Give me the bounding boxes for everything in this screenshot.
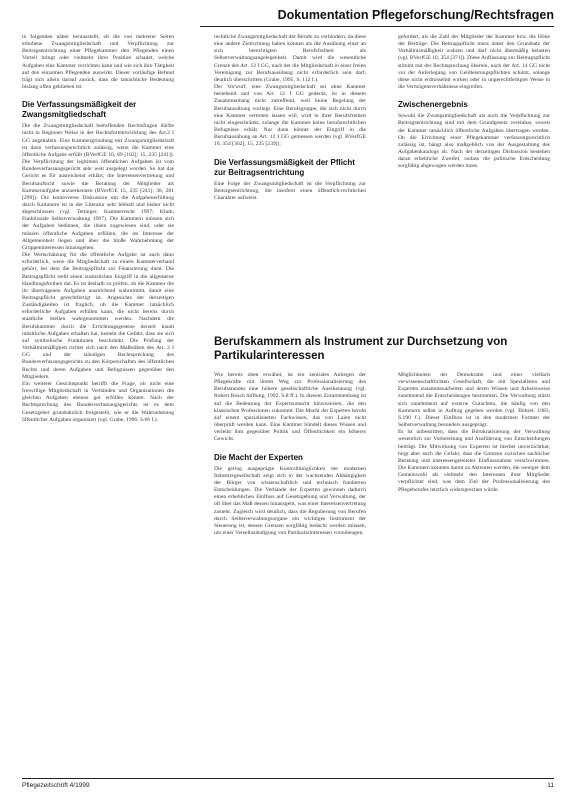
column-2-upper xyxy=(214,34,366,324)
paragraph: Ein weiterer Gesichtspunkt betrifft die Frage, ob nicht eine freiwillige Mitgliedschaft in Verbänden und Organisationen die gleichen Aufgaben ebenso gut erfüllen könnte. Nach der Rechtsprechung des Bundesverfassungsgerichts ist es dem Gesetzgeber grundsätzlich freigestellt, wie er die Wahrnehmung öffentlicher Aufgaben organisiert (vgl. Grabe, 1996, S.66 f.). xyxy=(22,380,174,423)
paragraph: gefordert, als die Zahl der Mitglieder der Kammer bzw. die Höhe der Beiträge. Die Beitragspflicht muss daher den Grundsatz der Verhältnismäßigkeit wahren und darf nicht übermäßig belasten (vgl. BVerfGE 10, 354 [371]). Diese Auffassung zur Beitragspflicht stimmt mit der Rechtsprechung überein, nach der Art. 14 GG nicht vor der Auferlegung von Geldleistungspflichten schützt, solange diese nicht erdrosselnd wirken oder in ungerechtfertigter Weise in die Vermögensverhältnisse eingreifen. xyxy=(398,34,550,91)
column-1 xyxy=(22,34,174,772)
paragraph: in folgenden näher herausstellt, ob die von mehrerer Seiten erhobene Zwangsmitgliedschaft und Verpflichtung zur Beitragsentrichtung einer Pflegekammer den Pflegenden einen Vorteil bringt oder vielmehr ihrer Position schadet, welche Aufgaben eine Kammer verrichten kann und wie sich ihre Tätigkeit auf den einzelnen Pflegenden auswirkt. Dieser vorläufige Befund trägt sich allein darauf zurück, dass die tatsächliche Bedeutung bislang offen geblieben ist. xyxy=(22,34,174,91)
page-number: 11 xyxy=(547,782,554,789)
paragraph: Eine Folge der Zwangsmitgliedschaft ist die Verpflichtung zur Beitragsentrichtung, die insofern einen öffentlich-rechtlichen Charakter aufweist. xyxy=(214,180,366,201)
running-title: Dokumentation Pflegeforschung/Rechtsfragen xyxy=(277,8,554,22)
paragraph: Sowohl die Zwangsmitgliedschaft als auch die Verpflichtung zur Beitragsentrichtung sind mit dem Grundgesetz vereinbar, soweit der Kammer tatsächlich öffentliche Aufgaben übertragen werden. Ob die Errichtung einer Pflegekammer verfassungsrechtlich zulässig ist, hängt also maßgeblich von der Ausgestaltung des Aufgabenkatalogs ab. Nach der derzeitigen Diskussion bestehen daran erhebliche Zweifel, sodass die politische Entscheidung sorgfältig abgewogen werden muss. xyxy=(398,113,550,170)
main-section-heading: Berufskammern als Instrument zur Durchsetzung von Partikularinteressen xyxy=(214,336,508,362)
header-rule xyxy=(200,26,554,27)
paragraph: rechtliche Zwangsmitgliedschaft der Berufe zu verhindern, da diese eine andere Zielrichtung haben können als die Ausübung einer an sich berechtigten Berufsfreiheit als Selbstverwaltungsangelegenheit. Damit wird die wesentliche Grenze des Art. 12 I GG, nach der die Mitgliedschaft in einer freien Vereinigung zur Berufsausübung nicht erforderlich sein darf, deutlich überschritten (Grabe, 1995, S. 112 f.). xyxy=(214,34,366,83)
section-heading: Die Verfassungsmäßigkeit der Pflicht zur Beitragsentrichtung xyxy=(214,157,355,177)
column-3-lower xyxy=(398,372,550,772)
column-2-lower xyxy=(214,372,366,772)
paragraph: Der Vorwurf, eine Zwangsmitgliedschaft sei ohne Kammer bestehend und von Art. 12 I GG gedeckt, ist in diesem Zusammenhang nicht zutreffend, weil keine Regelung der Berufsausübung vorliegt. Eine Berufsgruppe, die sich nicht durch eine Kammer vertreten lassen will, wird in ihrer Berufsfreiheit nicht eingeschränkt, solange die Kammer keine berufsrechtlichen Befugnisse erhält. Nur dann könnte der Eingriff in die Berufsausübung an Art. 12 I GG gemessen werden (vgl. BVerfGE 10, 354 [362]; 15, 235 [239]). xyxy=(214,84,366,148)
paragraph: Möglichkeiten der Demokratie und einer vielfach verwissenschaftlichten Gesellschaft, die mit Spezialisten und Experten zusammenarbeiten und deren Wissen und Arbeitsweise zunehmend die Entscheidungen bestimmen. Die Verwaltung stützt sich zunehmend auf externe Gutachten, die häufig von den Kammern selbst in Auftrag gegeben werden (vgl. Böhret, 1983, S.190 f.). Dieser Einfluss ist in den modernen Formen der Selbstverwaltung besonders ausgeprägt. xyxy=(398,372,550,429)
paragraph: Wie bereits oben erwähnt, ist ein zentrales Anliegen der Pflegekräfte mit ihrem Weg zur Professionalisierung des Berufsstandes eine höhere gesellschaftliche Anerkennung (vgl. Robert Bosch Stiftung, 1992, S.8 ff.). In diesem Zusammenhang ist auf die Bedeutung der Expertenmacht hinzuweisen, die den klassischen Professionen zukommt. Die Macht der Experten beruht auf einem spezialisierten Fachwissen, das von Laien nicht überprüft werden kann. Eine Kammer bündelt dieses Wissen und verleiht ihm gegenüber Politik und Öffentlichkeit ein höheres Gewicht. xyxy=(214,372,366,443)
section-heading: Die Macht der Experten xyxy=(214,452,303,462)
section-heading: Die Verfassungsmäßigkeit der Zwangsmitgliedschaft xyxy=(22,100,137,120)
footer-rule xyxy=(22,778,554,779)
page-header xyxy=(200,8,554,28)
journal-name: Pflegezeitschrift 4/1999 xyxy=(22,782,90,789)
section-heading: Zwischenergebnis xyxy=(398,100,468,110)
paragraph: Die die Zwangsmitgliedschaft betreffenden Rechtsfragen dürfte nicht in Beginner Weise in der Rechtsfortentwicklung des Art.2 I GG angehalten. Eine Kammergründung mit Zwangsmitgliedschaft ist dann verfassungsrechtlich zulässig, wenn die Kammer eine öffentliche Aufgabe erfüllt (BVerfGE 10, 89 [102]; 15, 235 [241]). Die Verpflichtung der legitimen öffentlichen Aufgaben ist vom Bundesverfassungsgericht sehr weit ausgelegt worden. So hat das Gericht es für ausreichend erklärt, die Interessenvertretung und Berufsaufsicht sowie die Beratung der Mitglieder als Kammeraufgabe anzuerkennen (BVerfGE 15, 235 [241]; 38, 281 [299]). Die kontroverse Diskussion um die Aufgabenerfüllung durch Kammern ist in der Literatur sehr lebhaft und bisher nicht abgeschlossen (vgl. Tettinger, Kammerrecht 1997; Kluth, Funktionale Selbstverwaltung 1997). Die Kammern müssen sich der Aufgaben bedienen, die ihnen zugewiesen sind, oder sie müssen öffentliche Aufgaben erfüllen, die im Interesse der Allgemeinheit liegen und über die bloße Wahrnehmung der Gruppeninteressen hinausgehen. xyxy=(22,123,174,251)
paragraph: Es ist unbestritten, dass die Bürokratisierung der Verwaltung wesentlich zur Vorbereitung und Ausführung von Entscheidungen beiträgt. Die Mitwirkung von Experten ist hierbei unverzichtbar, birgt aber auch die Gefahr, dass die Grenzen zwischen sachlicher Beratung und interessengeleiteter Einflussnahme verschwimmen. Die Kammern könnten damit zu Akteuren werden, die weniger dem Gemeinwohl als vielmehr den Interessen ihrer Mitglieder verpflichtet sind, was dem Ziel der Professionalisierung des Pflegeberufes letztlich widersprechen würde. xyxy=(398,429,550,493)
page-footer xyxy=(22,778,554,798)
paragraph: Die Wertschätzung für die öffentliche Aufgabe ist auch dann erforderlich, wenn die Mitgliedschaft zu einem Kammerverband gehört, bei dem die Beitragspflicht zur Finanzierung dient. Die Beitragspflicht stellt einen zusätzlichen Eingriff in die allgemeine Handlungsfreiheit dar. Es ist deshalb zu prüfen, ob die Kammer die ihr übertragenen Aufgaben ausreichend wahrnimmt, damit eine Beitragspflicht gerechtfertigt ist. Angesichts der derzeitigen Zuständigkeiten ist fraglich, ob die Kammer tatsächlich erforderliche Aufgaben erfüllen kann, die nicht bereits durch staatliche Stellen wahrgenommen werden. Nachdem die Berufskammer durch die Errichtungsgesetze derzeit kaum inhaltliche Aufgaben erhalten hat, besteht die Gefahr, dass sie sich auf symbolische Funktionen beschränkt. Die Prüfung der Verhältnismäßigkeit richtet sich nach den Maßstäben des Art. 2 I GG und der ständigen Rechtsprechung des Bundesverfassungsgerichts zu den Körperschaften des öffentlichen Rechts und deren Aufgaben und Befugnissen gegenüber den Mitgliedern. xyxy=(22,252,174,380)
column-3-upper xyxy=(398,34,550,324)
paragraph: Die gering ausgeprägte Kontrollmöglichkeit der modernen Industriegesellschaft zeigt sich in der wachsenden Abhängigkeit der Bürger von wissenschaftlich und technisch fundierten Entscheidungen. Die Verbände der Experten gewinnen dadurch einen erheblichen Einfluss auf Gesetzgebung und Verwaltung, der oft über das Maß dessen hinausgeht, was einer Interessenvertretung zusteht. Zugleich wird deutlich, dass die Regulierung von Berufen durch Selbstverwaltungsorgane ein wichtiges Instrument der Steuerung ist, dessen Grenzen sorgfältig bedacht werden müssen, um einer Verselbständigung von Partikularinteressen vorzubeugen. xyxy=(214,465,366,536)
